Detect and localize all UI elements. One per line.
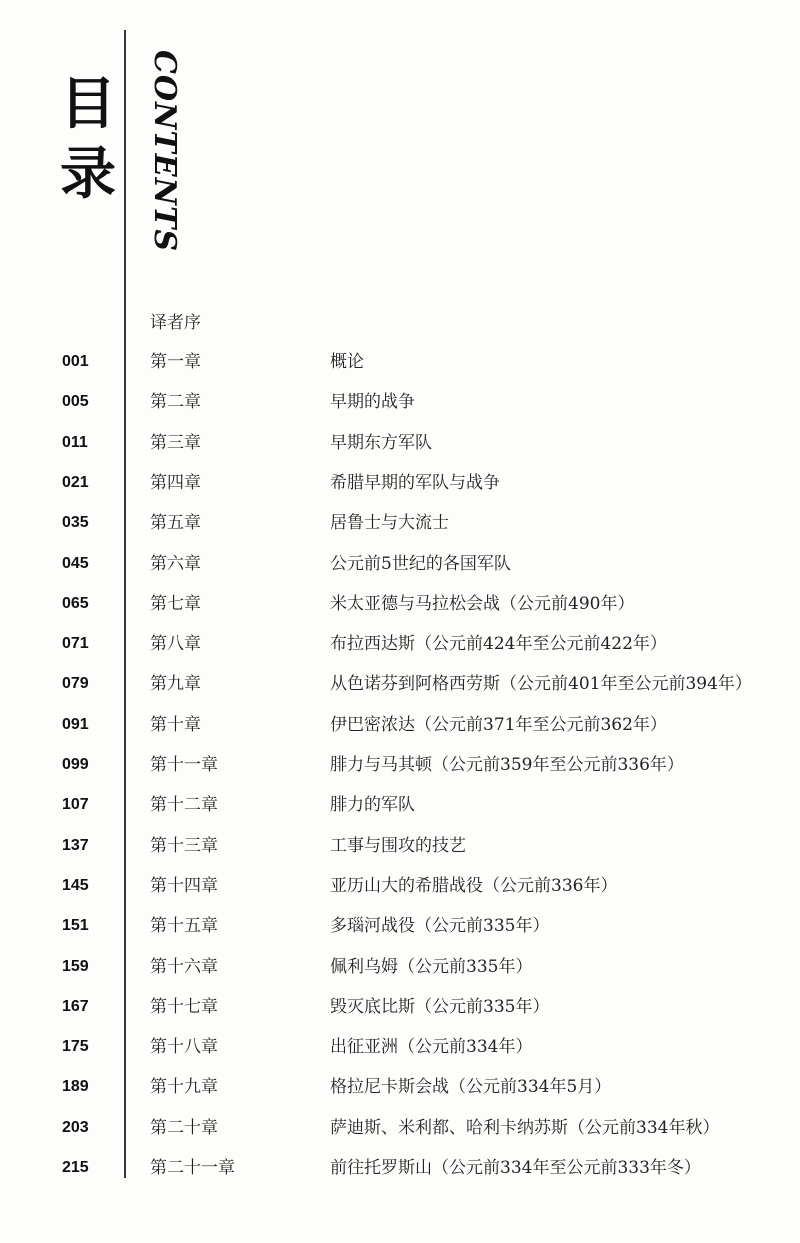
toc-row[interactable] <box>0 509 800 537</box>
toc-chapter-title: 出征亚洲（公元前334年） <box>330 1037 533 1057</box>
toc-chapter-label: 第二十章 <box>150 1118 218 1138</box>
toc-page-number: 001 <box>62 353 89 370</box>
toc-row[interactable] <box>0 1073 800 1101</box>
toc-chapter-label: 第十章 <box>150 715 201 735</box>
toc-page-number: 167 <box>62 998 89 1015</box>
toc-chapter-title: 腓力与马其顿（公元前359年至公元前336年） <box>330 755 684 775</box>
toc-chapter-title: 亚历山大的希腊战役（公元前336年） <box>330 876 618 896</box>
contents-heading: CONTENTS <box>147 50 182 253</box>
toc-page-number: 189 <box>62 1078 89 1095</box>
toc-page-number: 203 <box>62 1119 89 1136</box>
toc-row[interactable] <box>0 953 800 981</box>
toc-page-number: 099 <box>62 756 89 773</box>
toc-row[interactable] <box>0 872 800 900</box>
toc-chapter-label: 第十六章 <box>150 957 218 977</box>
toc-page-number: 005 <box>62 393 89 410</box>
preface-entry: 译者序 <box>150 313 201 333</box>
toc-chapter-title: 希腊早期的军队与战争 <box>330 473 500 493</box>
toc-chapter-label: 第十一章 <box>150 755 218 775</box>
toc-chapter-label: 第十三章 <box>150 836 218 856</box>
title-char-1: 目 <box>60 72 116 137</box>
toc-chapter-title: 腓力的军队 <box>330 795 415 815</box>
toc-chapter-label: 第八章 <box>150 634 201 654</box>
toc-chapter-title: 从色诺芬到阿格西劳斯（公元前401年至公元前394年） <box>330 674 752 694</box>
toc-chapter-title: 工事与围攻的技艺 <box>330 836 466 856</box>
toc-page-number: 215 <box>62 1159 89 1176</box>
toc-row[interactable] <box>0 590 800 618</box>
toc-page-number: 011 <box>62 434 88 451</box>
toc-chapter-label: 第六章 <box>150 554 201 574</box>
toc-chapter-title: 前往托罗斯山（公元前334年至公元前333年冬） <box>330 1158 701 1178</box>
toc-page-number: 065 <box>62 595 89 612</box>
toc-page-number: 145 <box>62 877 89 894</box>
toc-page-number: 035 <box>62 514 89 531</box>
toc-row[interactable] <box>0 429 800 457</box>
toc-page-number: 091 <box>62 716 89 733</box>
toc-chapter-label: 第十二章 <box>150 795 218 815</box>
toc-row[interactable] <box>0 1114 800 1142</box>
toc-chapter-label: 第九章 <box>150 674 201 694</box>
toc-chapter-title: 早期的战争 <box>330 392 415 412</box>
toc-chapter-label: 第十八章 <box>150 1037 218 1057</box>
toc-chapter-label: 第五章 <box>150 513 201 533</box>
toc-row[interactable] <box>0 469 800 497</box>
toc-page-number: 079 <box>62 675 89 692</box>
toc-chapter-label: 第一章 <box>150 352 201 372</box>
toc-chapter-title: 公元前5世纪的各国军队 <box>330 554 511 574</box>
toc-chapter-label: 第十七章 <box>150 997 218 1017</box>
toc-chapter-label: 第四章 <box>150 473 201 493</box>
toc-page-number: 159 <box>62 958 89 975</box>
toc-row[interactable] <box>0 993 800 1021</box>
toc-chapter-title: 萨迪斯、米利都、哈利卡纳苏斯（公元前334年秋） <box>330 1118 720 1138</box>
toc-row[interactable] <box>0 550 800 578</box>
toc-chapter-title: 米太亚德与马拉松会战（公元前490年） <box>330 594 635 614</box>
toc-row[interactable] <box>0 630 800 658</box>
toc-row[interactable] <box>0 791 800 819</box>
toc-chapter-label: 第十九章 <box>150 1077 218 1097</box>
toc-row[interactable] <box>0 348 800 376</box>
toc-row[interactable] <box>0 711 800 739</box>
toc-chapter-title: 伊巴密浓达（公元前371年至公元前362年） <box>330 715 667 735</box>
page-title <box>58 70 118 210</box>
toc-chapter-label: 第三章 <box>150 433 201 453</box>
toc-chapter-title: 佩利乌姆（公元前335年） <box>330 957 533 977</box>
toc-chapter-title: 概论 <box>330 352 364 372</box>
toc-row[interactable] <box>0 832 800 860</box>
toc-page-number: 137 <box>62 837 89 854</box>
toc-row[interactable] <box>0 912 800 940</box>
toc-chapter-label: 第二十一章 <box>150 1158 235 1178</box>
toc-row[interactable] <box>0 670 800 698</box>
toc-row[interactable] <box>0 1033 800 1061</box>
toc-page-number: 021 <box>62 474 89 491</box>
toc-page-number: 175 <box>62 1038 89 1055</box>
toc-chapter-title: 布拉西达斯（公元前424年至公元前422年） <box>330 634 667 654</box>
toc-page-number: 071 <box>62 635 89 652</box>
toc-page-number: 045 <box>62 555 89 572</box>
toc-page-number: 107 <box>62 796 89 813</box>
toc-row[interactable] <box>0 388 800 416</box>
toc-chapter-title: 格拉尼卡斯会战（公元前334年5月） <box>330 1077 612 1097</box>
toc-chapter-title: 居鲁士与大流士 <box>330 513 449 533</box>
toc-chapter-label: 第七章 <box>150 594 201 614</box>
toc-row[interactable] <box>0 1154 800 1182</box>
toc-chapter-label: 第十五章 <box>150 916 218 936</box>
toc-row[interactable] <box>0 751 800 779</box>
toc-chapter-label: 第二章 <box>150 392 201 412</box>
toc-chapter-title: 毁灭底比斯（公元前335年） <box>330 997 550 1017</box>
toc-chapter-label: 第十四章 <box>150 876 218 896</box>
toc-chapter-title: 多瑙河战役（公元前335年） <box>330 916 550 936</box>
toc-chapter-title: 早期东方军队 <box>330 433 432 453</box>
toc-page-number: 151 <box>62 917 89 934</box>
title-char-2: 录 <box>60 142 116 207</box>
